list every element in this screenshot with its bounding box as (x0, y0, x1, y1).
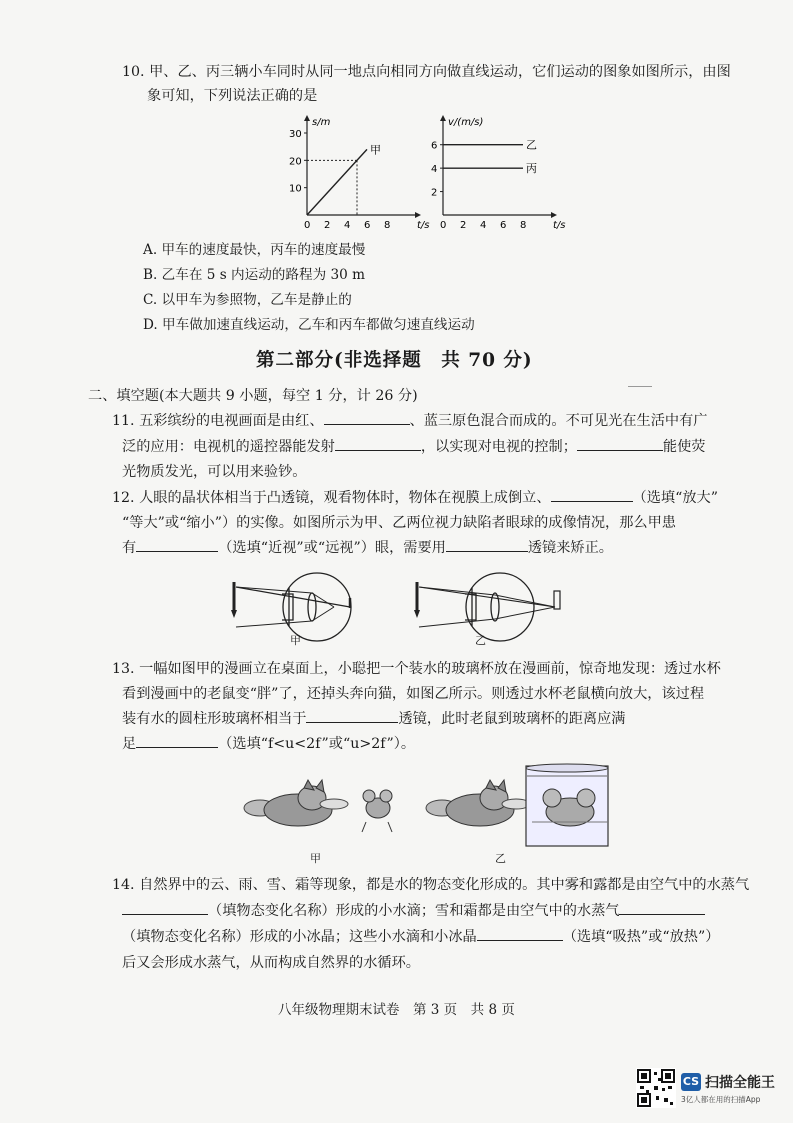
watermark-tagline: 3亿人都在用的扫描App (681, 1095, 761, 1104)
cartoon-cat-mouse-jia (230, 778, 410, 848)
q12-line3 (122, 536, 613, 560)
q14-text-3: （选填“吸热”或“放热”） (562, 929, 720, 945)
q10-option-a: A. 甲车的速度最快，丙车的速度最慢 (143, 242, 366, 258)
y-axis-arrow (304, 115, 310, 121)
q11-text-3: 泛的应用：电视机的遥控器能发射 (122, 439, 335, 455)
q10-stem-line2: 象可知，下列说法正确的是 (147, 88, 318, 104)
x-tick-label: 4 (344, 220, 351, 231)
q14-text-2: （填物态变化名称）形成的小冰晶；这些小水滴和小冰晶 (122, 929, 477, 945)
vt-chart (418, 108, 566, 236)
q13-line1: 13. 一幅如图甲的漫画立在桌面上，小聪把一个装水的玻璃杯放在漫画前，惊奇地发现：透过水杯 (112, 661, 721, 677)
q13-line2: 看到漫画中的老鼠变“胖”了，还掉头奔向猫，如图乙所示。则透过水杯老鼠横向放大，该过程 (122, 686, 705, 702)
q14-line1: 14. 自然界中的云、雨、雪、霜等现象，都是水的物态变化形成的。其中雾和露都是由空气中的水蒸气 (112, 877, 750, 893)
part2-title: 第二部分(非选择题 共 70 分) (256, 350, 533, 371)
q14-line2 (122, 899, 705, 923)
x-tick-label: 0 (440, 220, 447, 231)
watermark-app-name: 扫描全能王 (705, 1075, 775, 1091)
q12-text-5: 透镜来矫正。 (527, 540, 613, 556)
q14-blank-1[interactable] (122, 900, 208, 915)
q13-line4 (122, 732, 415, 756)
x-tick-label: 6 (500, 220, 507, 231)
q14-blank-3[interactable] (477, 926, 563, 941)
section2-heading: 二、填空题(本大题共 9 小题，每空 1 分，计 26 分) (88, 388, 418, 404)
y-tick-label: 20 (289, 156, 302, 168)
x-tick-label: 4 (480, 220, 487, 231)
q11-text-1: 11. 五彩缤纷的电视画面是由红、 (112, 413, 324, 429)
series-line-0 (307, 149, 367, 215)
x-tick-label: 8 (384, 220, 391, 231)
q12-blank-1[interactable] (551, 487, 633, 502)
x-tick-label: 8 (520, 220, 527, 231)
q11-line3: 光物质发光，可以用来验钞。 (122, 464, 307, 480)
x-axis-label: t/s (417, 220, 430, 231)
q12-blank-2[interactable] (136, 537, 218, 552)
q12-line2: “等大”或“缩小”）的实像。如图所示为甲、乙两位视力缺陷者眼球的成像情况，那么甲患 (122, 515, 676, 531)
x-tick-label: 0 (304, 220, 311, 231)
q12-blank-3[interactable] (446, 537, 528, 552)
cartoon-label-yi: 乙 (495, 852, 506, 865)
q11-blank-3[interactable] (577, 436, 663, 451)
series-label-1: 丙 (526, 162, 537, 176)
q12-text-2: （选填“放大” (632, 490, 718, 506)
series-label-0: 乙 (526, 138, 537, 152)
y-tick-label: 6 (431, 140, 438, 152)
camscanner-logo-icon: CS (681, 1073, 701, 1091)
q11-line2 (122, 435, 705, 459)
eye-label-jia: 甲 (290, 634, 301, 647)
page-footer: 八年级物理期末试卷 第 3 页 共 8 页 (278, 1002, 515, 1018)
x-tick-label: 2 (324, 220, 331, 231)
q11-text-4: ，以实现对电视的控制； (420, 439, 577, 455)
q12-text-1: 12. 人眼的晶状体相当于凸透镜，观看物体时，物体在视膜上成倒立、 (112, 490, 551, 506)
q13-line3 (122, 707, 625, 731)
y-axis-label: s/m (312, 117, 331, 128)
x-axis-arrow (551, 212, 557, 218)
q10-option-b: B. 乙车在 5 s 内运动的路程为 30 m (143, 267, 365, 283)
q14-line3 (122, 925, 719, 949)
x-tick-label: 6 (364, 220, 371, 231)
q13-text-1: 装有水的圆柱形玻璃杯相当于 (122, 711, 307, 727)
q10-option-d: D. 甲车做加速直线运动，乙车和丙车都做匀速直线运动 (143, 317, 475, 333)
scan-mark (628, 386, 652, 387)
x-tick-label: 2 (460, 220, 467, 231)
q11-blank-2[interactable] (335, 436, 421, 451)
eye-label-yi: 乙 (475, 634, 486, 647)
q14-text-1: （填物态变化名称）形成的小水滴；雪和霜都是由空气中的水蒸气 (208, 903, 620, 919)
y-tick-label: 4 (431, 164, 438, 176)
q11-blank-1[interactable] (324, 410, 410, 425)
q13-text-2: 透镜，此时老鼠到玻璃杯的距离应满 (398, 711, 626, 727)
y-axis-label: v/(m/s) (448, 117, 484, 128)
cartoon-label-jia: 甲 (310, 852, 321, 865)
y-tick-label: 30 (289, 129, 302, 140)
q10-stem-line1: 10. 甲、乙、丙三辆小车同时从同一地点向相同方向做直线运动，它们运动的图象如图所示，由图 (122, 64, 731, 80)
q11-text-2: 、蓝三原色混合而成的。不可见光在生活中有广 (409, 413, 708, 429)
q13-text-4: （选填“f<u<2f”或“u>2f”）。 (218, 736, 416, 752)
q12-line1 (112, 486, 718, 510)
q11-line1 (112, 409, 707, 433)
y-axis-arrow (440, 115, 446, 121)
q13-blank-2[interactable] (136, 733, 218, 748)
q14-blank-2[interactable] (619, 900, 705, 915)
st-chart (282, 108, 430, 236)
q12-text-4: （选填“近视”或“远视”）眼，需要用 (218, 540, 446, 556)
x-axis-label: t/s (553, 220, 566, 231)
q13-text-3: 足 (122, 736, 137, 752)
y-tick-label: 10 (289, 183, 302, 195)
q10-option-c: C. 以甲车为参照物，乙车是静止的 (143, 292, 352, 308)
series-label-0: 甲 (370, 143, 381, 157)
qr-code-icon (636, 1068, 676, 1108)
q11-text-5: 能使荧 (662, 439, 706, 455)
q14-line4: 后又会形成水蒸气，从而构成自然界的水循环。 (122, 955, 420, 971)
q12-text-3: 有 (122, 540, 137, 556)
y-tick-label: 2 (431, 187, 438, 199)
cartoon-cat-mouse-yi (412, 762, 622, 850)
q13-blank-1[interactable] (306, 708, 398, 723)
